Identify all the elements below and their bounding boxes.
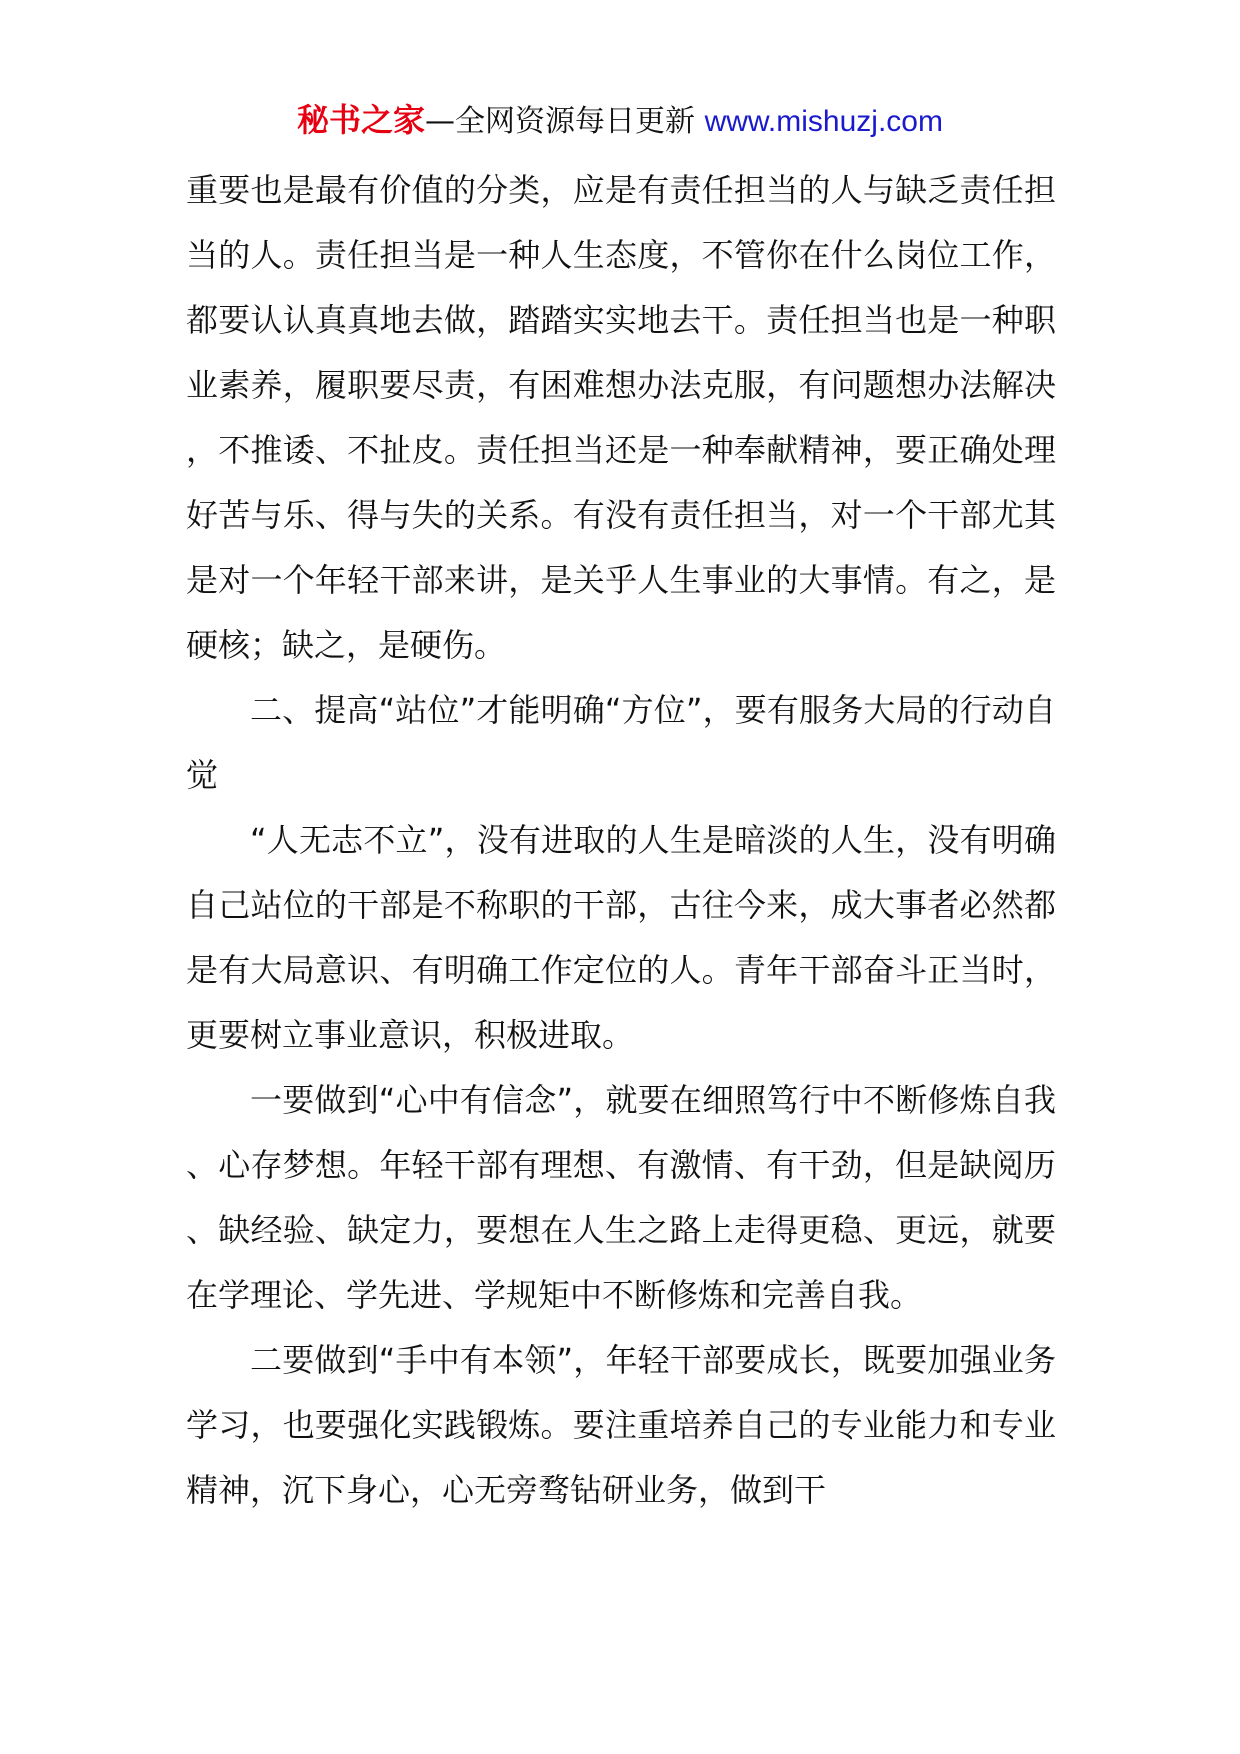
paragraph-responsibility: 重要也是最有价值的分类，应是有责任担当的人与缺乏责任担当的人。责任担当是一种人生态度，不管你在什么岗位工作，都要认认真真地去做，踏踏实实地去干。责任担当也是一种职业素养，履职要尽责，有困难想办法克服，有问题想办法解决，不推诿、不扯皮。责任担当还是一种奉献精神，要正确处理好苦与乐、得与失的关系。有没有责任担当，对一个干部尤其是对一个年轻干部来讲，是关乎人生事业的大事情。有之，是硬核；缺之，是硬伤。 bbox=[186, 171, 1056, 664]
paragraph-belief: 一要做到“心中有信念”，就要在细照笃行中不断修炼自我、心存梦想。年轻干部有理想、有激情、有干劲，但是缺阅历、缺经验、缺定力，要想在人生之路上走得更稳、更远，就要在学理论、学先进、学规矩中不断修炼和完善自我。 bbox=[186, 1081, 1056, 1314]
section-heading-2: 二、提高“站位”才能明确“方位”，要有服务大局的行动自觉 bbox=[186, 691, 1056, 794]
header-brand: 秘书之家 bbox=[297, 101, 426, 139]
paragraph-ambition: “人无志不立”，没有进取的人生是暗淡的人生，没有明确自己站位的干部是不称职的干部，古往今来，成大事者必然都是有大局意识、有明确工作定位的人。青年干部奋斗正当时，更要树立事业意识，积极进取。 bbox=[186, 821, 1056, 1054]
paragraph-skills: 二要做到“手中有本领”，年轻干部要成长，既要加强业务学习，也要强化实践锻炼。要注重培养自己的专业能力和专业精神，沉下身心，心无旁骛钻研业务，做到干 bbox=[186, 1341, 1056, 1509]
page-header bbox=[0, 98, 1240, 144]
header-url-link[interactable]: www.mishuzj.com bbox=[704, 105, 943, 138]
document-body bbox=[186, 158, 1056, 1523]
header-tagline: —全网资源每日更新 bbox=[425, 104, 696, 139]
